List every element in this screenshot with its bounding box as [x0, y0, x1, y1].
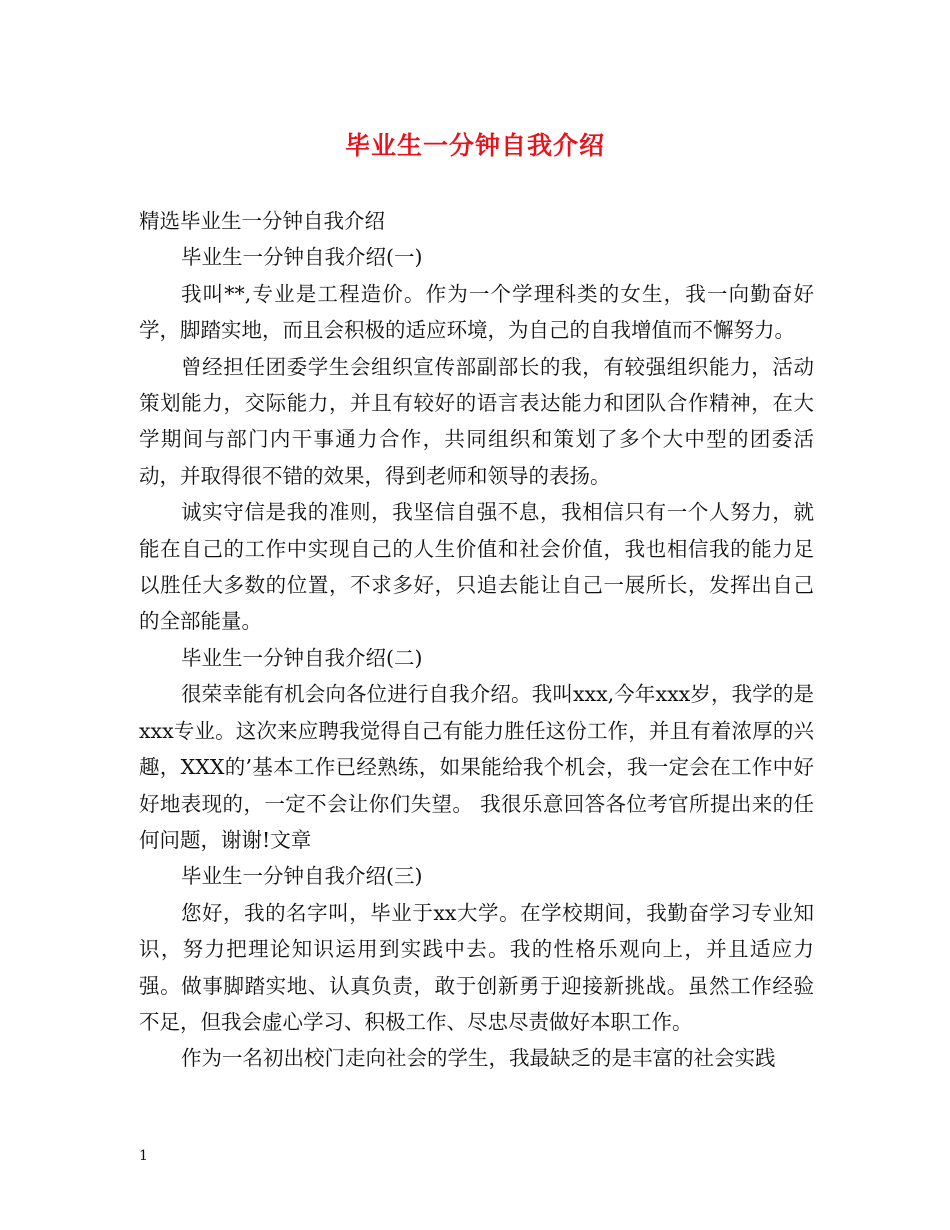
paragraph: 很荣幸能有机会向各位进行自我介绍。我叫xxx,今年xxx岁，我学的是xxx专业。这次来应聘我觉得自己有能力胜任这份工作，并且有着浓厚的兴趣，XXX的’基本工作已经熟练，如果能给我个机会，我一定会在工作中好好地表现的，一定不会让你们失望。 我很乐意回答各位考官所提出来的任何问题，谢谢!文章: [139, 682, 814, 852]
section-heading-3: 毕业生一分钟自我介绍(三): [181, 864, 423, 889]
paragraph-heading: 精选毕业生一分钟自我介绍: [139, 209, 385, 233]
paragraph: 作为一名初出校门走向社会的学生，我最缺乏的是丰富的社会实践: [181, 1046, 776, 1071]
paragraph: 您好，我的名字叫，毕业于xx大学。在学校期间，我勤奋学习专业知识，努力把理论知识运用到实践中去。我的性格乐观向上，并且适应力强。做事脚踏实地、认真负责，敢于创新勇于迎接新挑战。虽然工作经验不足，但我会虚心学习、积极工作、尽忠尽责做好本职工作。: [139, 900, 814, 1034]
paragraph: 诚实守信是我的准则，我坚信自强不息，我相信只有一个人努力，就能在自己的工作中实现自己的人生价值和社会价值，我也相信我的能力足以胜任大多数的位置，不求多好，只追去能让自己一展所长，发挥出自己的全部能量。: [139, 500, 814, 634]
page-title: 毕业生一分钟自我介绍: [344, 131, 605, 160]
section-heading-1: 毕业生一分钟自我介绍(一): [181, 245, 423, 270]
section-heading-2: 毕业生一分钟自我介绍(二): [181, 645, 423, 670]
paragraph: 我叫**,专业是工程造价。作为一个学理科类的女生，我一向勤奋好学，脚踏实地，而且会积极的适应环境，为自己的自我增值而不懈努力。: [139, 281, 814, 343]
paragraph: 曾经担任团委学生会组织宣传部副部长的我，有较强组织能力，活动策划能力，交际能力，并且有较好的语言表达能力和团队合作精神，在大学期间与部门内干事通力合作，共同组织和策划了多个大中型的团委活动，并取得很不错的效果，得到老师和领导的表扬。: [139, 354, 814, 488]
document-body: [139, 203, 814, 1077]
page-number: 1: [139, 1148, 148, 1164]
